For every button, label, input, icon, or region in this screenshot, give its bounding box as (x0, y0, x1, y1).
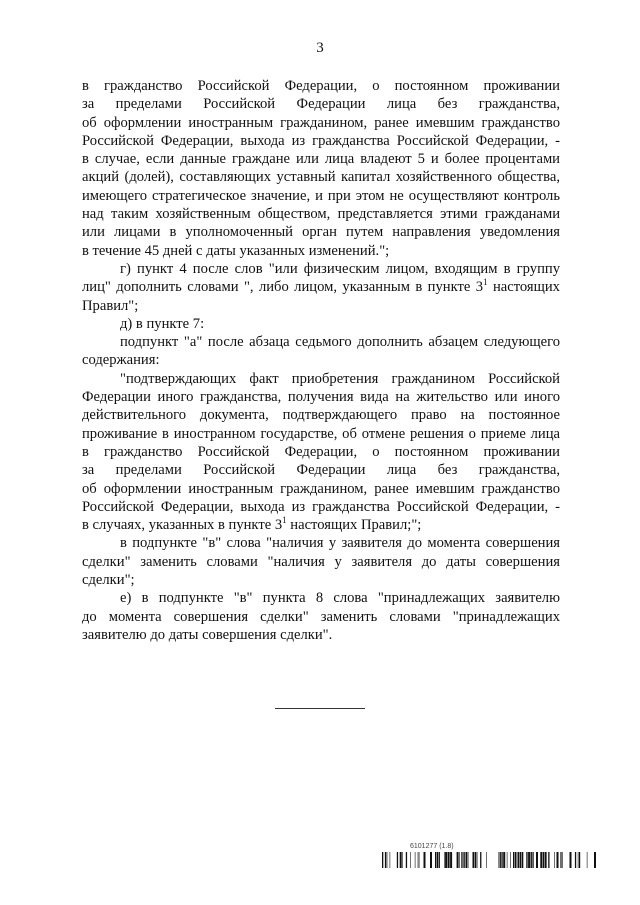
document-body (82, 77, 560, 644)
barcode-bar (445, 852, 447, 868)
line-text: об оформлении иностранным гражданином, ранее имевшим гражданство (82, 480, 560, 497)
line-text: за пределами Российской Федерации лица без гражданства, (82, 462, 560, 479)
text-line (82, 205, 560, 223)
line-text: за пределами Российской Федерации лица без гражданства, (82, 96, 560, 113)
barcode-bar (466, 852, 467, 868)
barcode-bar (385, 852, 386, 868)
text-line (82, 315, 560, 333)
text-line (82, 571, 560, 589)
barcode-bar (464, 852, 465, 868)
barcode-bar (406, 852, 407, 868)
line-text: до момента совершения сделки" заменить словами "принадлежащих (82, 608, 560, 625)
barcode-bar (459, 852, 460, 868)
text-line (82, 187, 560, 205)
barcode-bar (382, 852, 383, 868)
line-text: г) пункт 4 после слов "или физическим лицом, входящим в группу (120, 260, 560, 277)
barcode (382, 852, 596, 868)
text-line (82, 168, 560, 186)
barcode-bar (579, 852, 580, 868)
text-line (82, 406, 560, 424)
barcode-bar (570, 852, 572, 868)
line-text: лиц" дополнить словами ", либо лицом, указанным в пункте 3 (82, 279, 484, 296)
line-text: в гражданство Российской Федерации, о постоянном проживании (82, 443, 560, 460)
line-text: е) в подпункте "в" пункта 8 слова "принадлежащих заявителю (120, 590, 560, 607)
line-text-continued: настоящих (487, 279, 560, 296)
line-text: сделки"; (82, 572, 135, 589)
barcode-bar (520, 852, 522, 868)
barcode-bar (468, 852, 469, 868)
barcode-bar (587, 852, 588, 868)
barcode-bar (480, 852, 481, 868)
barcode-bar (531, 852, 532, 868)
line-text: сделки" заменить словами "наличия у заявителя до даты совершения (82, 553, 560, 570)
text-line (82, 95, 560, 113)
barcode-bar (543, 852, 544, 868)
barcode-bar (575, 852, 576, 868)
barcode-bar (477, 852, 478, 868)
text-line (82, 461, 560, 479)
barcode-bar (410, 852, 411, 868)
barcode-bar (439, 852, 440, 868)
barcode-bar (500, 852, 501, 868)
barcode-bar (402, 852, 403, 868)
text-line (82, 114, 560, 132)
barcode-bar (387, 852, 388, 868)
line-text: проживание в иностранном государстве, об отмене решения о приеме лица (82, 425, 560, 442)
barcode-bar (557, 852, 559, 868)
barcode-bar (450, 852, 452, 868)
barcode-bar (499, 852, 500, 868)
text-line (82, 223, 560, 241)
barcode-bar (513, 852, 514, 868)
barcode-bar (507, 852, 508, 868)
line-text: Российской Федерации, выхода из гражданства Российской Федерации, - (82, 132, 560, 149)
text-line (82, 278, 560, 296)
line-text: имеющего стратегическое значение, и при этом не осуществляют контроль (82, 187, 560, 204)
text-line (82, 388, 560, 406)
text-line (82, 534, 560, 552)
barcode-bar (463, 852, 464, 868)
line-text: Российской Федерации, выхода из гражданства Российской Федерации, - (82, 498, 560, 515)
barcode-bar (457, 852, 459, 868)
barcode-bar (419, 852, 420, 868)
text-line (82, 516, 560, 534)
line-text-continued: настоящих Правил;"; (286, 517, 422, 534)
barcode-bar (418, 852, 419, 868)
barcode-bar (510, 852, 511, 868)
line-text: в подпункте "в" слова "наличия у заявителя до момента совершения (120, 535, 560, 552)
text-line (82, 132, 560, 150)
line-text: действительного документа, подтверждающего право на постоянное (82, 407, 560, 424)
line-text: акций (долей), составляющих уставный капитал хозяйственного общества, (82, 169, 560, 186)
line-text: в случаях, указанных в пункте 3 (82, 517, 283, 534)
barcode-bar (526, 852, 527, 868)
barcode-bar (501, 852, 502, 868)
barcode-bar (473, 852, 475, 868)
text-line (82, 498, 560, 516)
line-text: Правил"; (82, 297, 139, 314)
line-text: заявителю до даты совершения сделки". (82, 626, 333, 643)
superscript: 1 (282, 515, 287, 526)
line-text: об оформлении иностранным гражданином, ранее имевшим гражданство (82, 114, 560, 131)
barcode-bar (532, 852, 533, 868)
text-line (82, 443, 560, 461)
barcode-bar (444, 852, 445, 868)
line-text: в случае, если данные граждане или лица владеют 5 и более процентами (82, 151, 560, 168)
barcode-bar (561, 852, 562, 868)
barcode-bar (435, 852, 436, 868)
line-text: содержания: (82, 352, 160, 369)
line-text: в гражданство Российской Федерации, о постоянном проживании (82, 78, 560, 94)
barcode-bar (518, 852, 519, 868)
barcode-bar (424, 852, 426, 868)
text-line (82, 370, 560, 388)
text-line (82, 589, 560, 607)
barcode-bar (515, 852, 516, 868)
barcode-bar (560, 852, 561, 868)
barcode-bar (594, 852, 596, 868)
text-line (82, 480, 560, 498)
barcode-bar (522, 852, 523, 868)
barcode-bar (562, 852, 563, 868)
barcode-bar (400, 852, 402, 868)
superscript: 1 (483, 277, 488, 288)
text-line (82, 260, 560, 278)
barcode-bar (448, 852, 450, 868)
line-text: "подтверждающих факт приобретения гражданином Российской (120, 370, 560, 387)
text-line (82, 297, 560, 315)
line-text: д) в пункте 7: (120, 315, 205, 332)
text-line (82, 242, 560, 260)
line-text: в течение 45 дней с даты указанных изменений."; (82, 242, 390, 259)
barcode-bar (554, 852, 555, 868)
barcode-bar (503, 852, 505, 868)
barcode-bar (548, 852, 549, 868)
barcode-bar (540, 852, 542, 868)
barcode-bar (461, 852, 462, 868)
barcode-bar (415, 852, 416, 868)
line-text: Федерации иного гражданства, получения вида на жительство или иного (82, 389, 560, 406)
document-code: 6101277 (1.8) (410, 843, 454, 850)
page-number: 3 (316, 40, 324, 56)
barcode-bar (390, 852, 391, 868)
text-line (82, 150, 560, 168)
line-text: подпункт "а" после абзаца седьмого дополнить абзацем следующего (120, 334, 560, 351)
text-line (82, 77, 560, 95)
barcode-bar (545, 852, 547, 868)
text-line (82, 351, 560, 369)
text-line (82, 333, 560, 351)
barcode-bar (517, 852, 518, 868)
barcode-bar (486, 852, 487, 868)
separator-line (275, 708, 365, 709)
barcode-bar (397, 852, 398, 868)
barcode-bar (578, 852, 579, 868)
line-text: или лицами в уполномоченный орган путем направления уведомления (82, 224, 560, 241)
text-line (82, 608, 560, 626)
barcode-bar (437, 852, 438, 868)
text-line (82, 626, 560, 644)
line-text: над таким хозяйственным обществом, представляется этими гражданами (82, 206, 560, 223)
barcode-bar (430, 852, 432, 868)
text-line (82, 425, 560, 443)
barcode-bar (528, 852, 530, 868)
barcode-bar (475, 852, 476, 868)
text-line (82, 553, 560, 571)
barcode-bar (536, 852, 538, 868)
